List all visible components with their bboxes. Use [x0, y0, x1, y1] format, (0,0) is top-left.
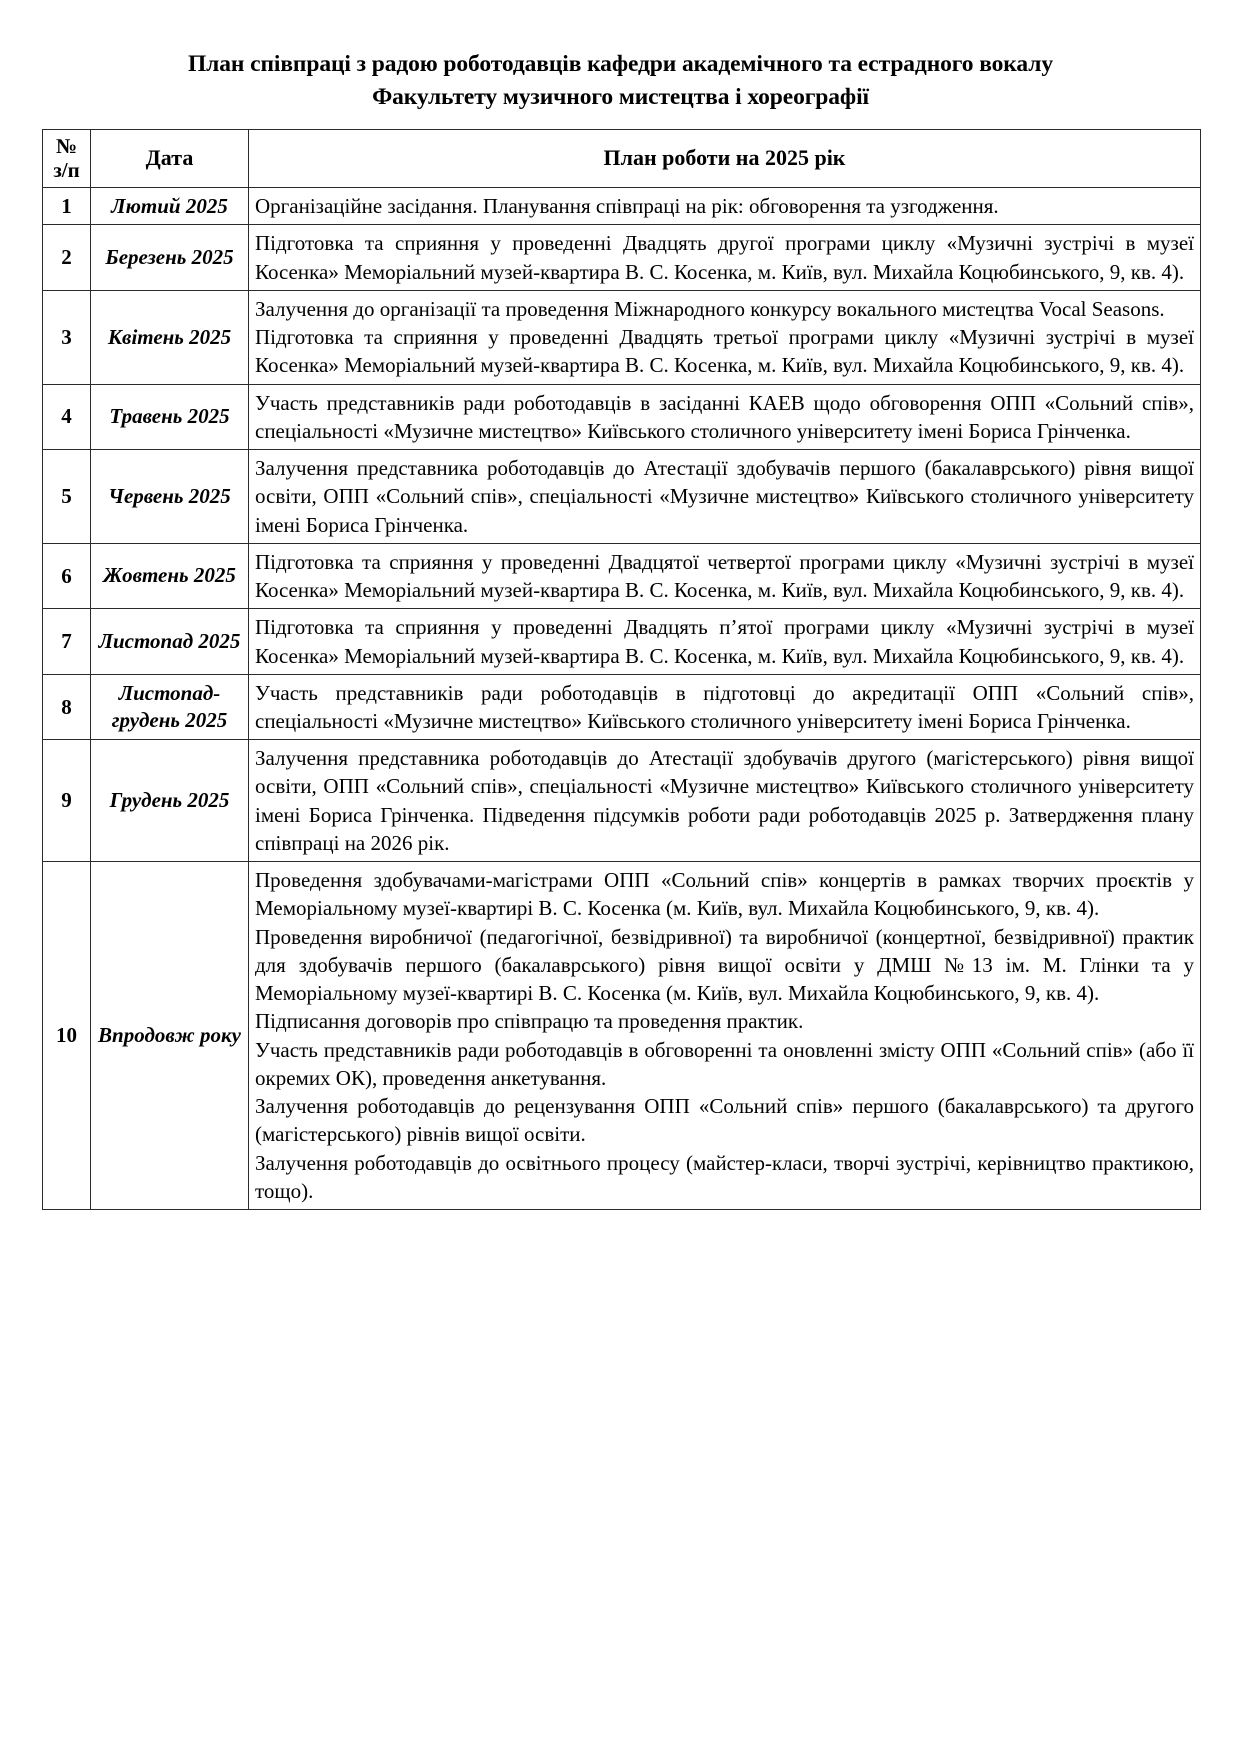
column-header-number-line2: з/п — [53, 158, 80, 183]
row-plan — [249, 740, 1201, 862]
row-date: Лютий 2025 — [91, 188, 249, 225]
plan-paragraph: Підготовка та сприяння у проведенні Двадцять п’ятої програми циклу «Музичні зустрічі в музеї Косенка» Меморіальний музей-квартира В. С. Косенка, м. Київ, вул. Михайла Коцюбинського, 9, кв. 4). — [255, 615, 1194, 668]
row-plan — [249, 543, 1201, 608]
row-number: 9 — [43, 740, 91, 862]
row-plan — [249, 225, 1201, 290]
plan-paragraph: Участь представників ради роботодавців в засіданні КАЕВ щодо обговорення ОПП «Сольний спів», спеціальності «Музичне мистецтво» Київського столичного університету імені Бориса Грінченка. — [255, 390, 1194, 443]
row-date: Квітень 2025 — [91, 290, 249, 384]
table-header — [43, 129, 1201, 188]
row-date: Впродовж року — [91, 862, 249, 1210]
table-row — [43, 450, 1201, 544]
page-title — [42, 48, 1199, 115]
page-title-line-2: Факультету музичного мистецтва і хореографії — [372, 84, 869, 111]
table-row — [43, 674, 1201, 739]
cooperation-plan-table — [42, 129, 1201, 1210]
plan-paragraph: Підготовка та сприяння у проведенні Двадцять другої програми циклу «Музичні зустрічі в музеї Косенка» Меморіальний музей-квартира В. С. Косенка, м. Київ, вул. Михайла Коцюбинського, 9, кв. 4). — [255, 231, 1194, 284]
row-number: 5 — [43, 450, 91, 544]
row-number: 1 — [43, 188, 91, 225]
table-row — [43, 609, 1201, 674]
plan-paragraph: Організаційне засідання. Планування співпраці на рік: обговорення та узгодження. — [255, 194, 999, 219]
column-header-number-line1: № — [55, 133, 78, 158]
row-plan — [249, 384, 1201, 449]
row-plan — [249, 188, 1201, 225]
row-number: 4 — [43, 384, 91, 449]
table-header-row — [43, 129, 1201, 188]
row-plan — [249, 609, 1201, 674]
table-row — [43, 290, 1201, 384]
row-plan — [249, 290, 1201, 384]
row-date: Грудень 2025 — [91, 740, 249, 862]
table-row — [43, 188, 1201, 225]
plan-paragraph: Підписання договорів про співпрацю та проведення практик. — [255, 1009, 804, 1034]
row-number: 10 — [43, 862, 91, 1210]
row-plan — [249, 450, 1201, 544]
plan-paragraph: Участь представників ради роботодавців в обговоренні та оновленні змісту ОПП «Сольний спів» (або її окремих ОК), проведення анкетування. — [255, 1037, 1194, 1090]
column-header-date: Дата — [91, 129, 249, 188]
row-date: Листопад 2025 — [91, 609, 249, 674]
plan-paragraph: Залучення роботодавців до рецензування ОПП «Сольний спів» першого (бакалаврського) та другого (магістерського) рівнів вищої освіти. — [255, 1094, 1194, 1147]
row-number: 2 — [43, 225, 91, 290]
row-date: Березень 2025 — [91, 225, 249, 290]
plan-paragraph: Залучення представника роботодавців до Атестації здобувачів першого (бакалаврського) рівня вищої освіти, ОПП «Сольний спів», спеціальності «Музичне мистецтво» Київського столичного університету імені Бориса Грінченка. — [255, 456, 1194, 537]
row-number: 7 — [43, 609, 91, 674]
column-header-number — [43, 129, 91, 188]
table-row — [43, 740, 1201, 862]
column-header-plan: План роботи на 2025 рік — [249, 129, 1201, 188]
plan-paragraph: Залучення до організації та проведення Міжнародного конкурсу вокального мистецтва Vocal Seasons. — [255, 296, 1165, 321]
table-row — [43, 543, 1201, 608]
table-body — [43, 188, 1201, 1210]
row-date: Травень 2025 — [91, 384, 249, 449]
page-title-line-1: План співпраці з радою роботодавців кафедри академічного та естрадного вокалу — [188, 51, 1053, 77]
row-number: 6 — [43, 543, 91, 608]
row-date: Червень 2025 — [91, 450, 249, 544]
table-row — [43, 384, 1201, 449]
row-plan — [249, 674, 1201, 739]
table-row — [43, 225, 1201, 290]
plan-paragraph: Залучення роботодавців до освітнього процесу (майстер-класи, творчі зустрічі, керівництво практикою, тощо). — [255, 1150, 1194, 1203]
plan-paragraph: Залучення представника роботодавців до Атестації здобувачів другого (магістерського) рівня вищої освіти, ОПП «Сольний спів», спеціальності «Музичне мистецтво» Київського столичного університету імені Бориса Грінченка. Підведення підсумків роботи ради роботодавців 2025 р. Затвердження плану співпраці на 2026 рік. — [255, 746, 1194, 855]
plan-paragraph: Підготовка та сприяння у проведенні Двадцятої четвертої програми циклу «Музичні зустрічі в музеї Косенка» Меморіальний музей-квартира В. С. Косенка, м. Київ, вул. Михайла Коцюбинського, 9, кв. 4). — [255, 549, 1194, 603]
plan-paragraph: Участь представників ради роботодавців в підготовці до акредитації ОПП «Сольний спів», спеціальності «Музичне мистецтво» Київського столичного університету імені Бориса Грінченка. — [255, 680, 1194, 733]
table-row — [43, 862, 1201, 1210]
row-date: Листопад-грудень 2025 — [91, 674, 249, 739]
row-number: 8 — [43, 674, 91, 739]
plan-paragraph: Проведення виробничої (педагогічної, безвідривної) та виробничої (концертної, безвідривної) практик для здобувачів першого (бакалаврського) рівня вищої освіти у ДМШ №13 ім. М. Глінки та у Меморіальному музеї-квартирі В. С. Косенка (м. Київ, вул. Михайла Коцюбинського, 9, кв. 4). — [255, 924, 1194, 1006]
row-number: 3 — [43, 290, 91, 384]
plan-paragraph: Проведення здобувачами-магістрами ОПП «Сольний спів» концертів в рамках творчих проєктів у Меморіальному музеї-квартирі В. С. Косенка (м. Київ, вул. Михайла Коцюбинського, 9, кв. 4). — [255, 868, 1194, 921]
plan-paragraph: Підготовка та сприяння у проведенні Двадцять третьої програми циклу «Музичні зустрічі в музеї Косенка» Меморіальний музей-квартира В. С. Косенка, м. Київ, вул. Михайла Коцюбинського, 9, кв. 4). — [255, 325, 1194, 378]
row-date: Жовтень 2025 — [91, 543, 249, 608]
row-plan — [249, 862, 1201, 1210]
